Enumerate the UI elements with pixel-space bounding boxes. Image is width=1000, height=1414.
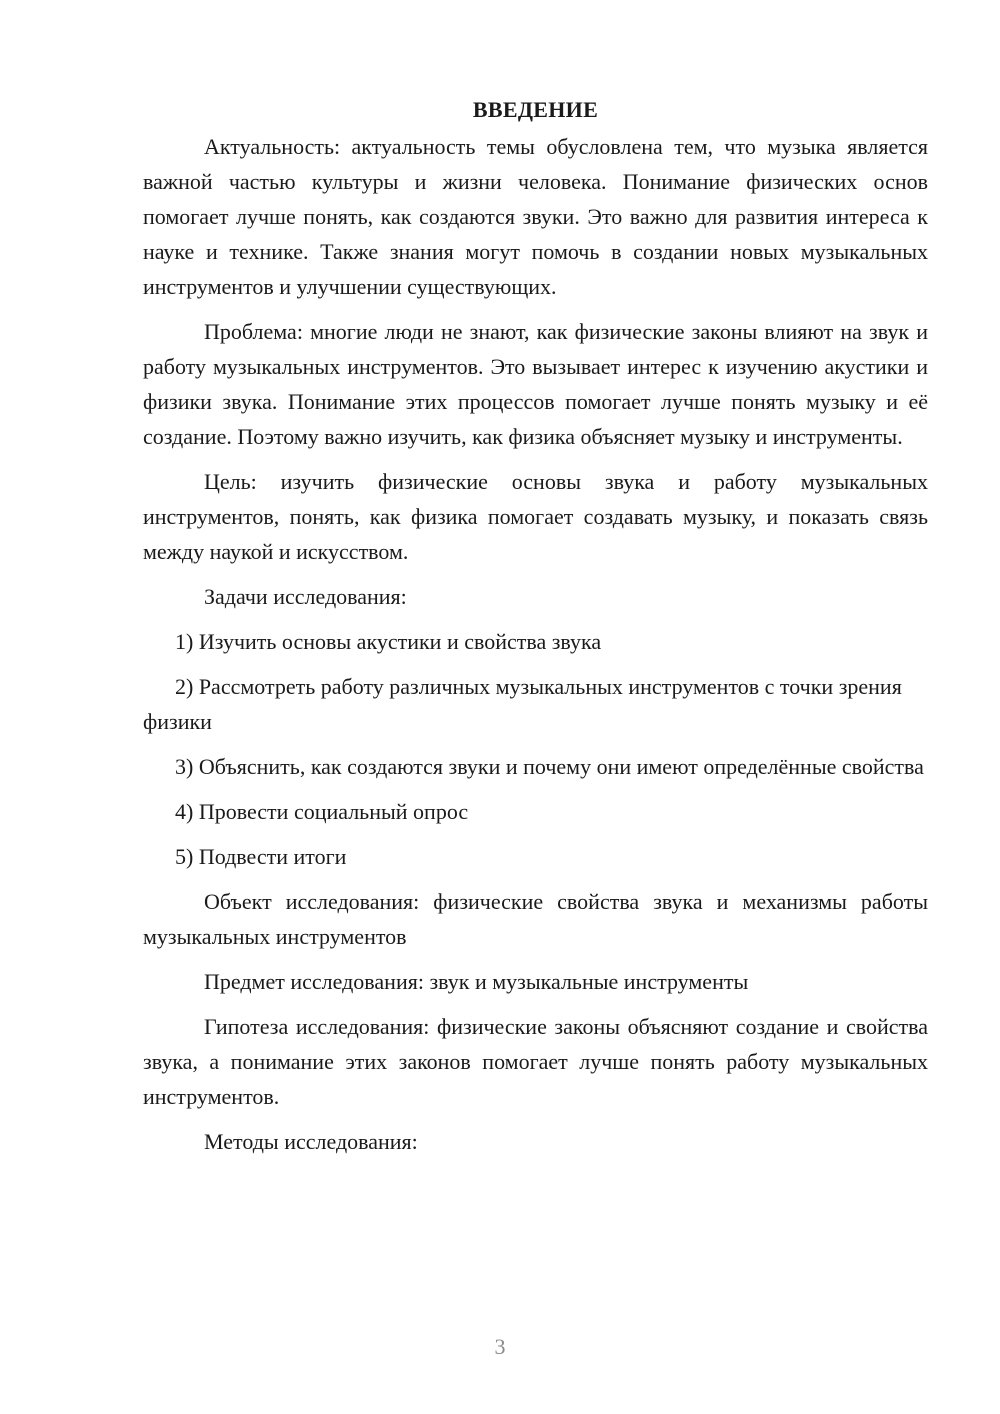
subject-paragraph: Предмет исследования: звук и музыкальные инструменты	[204, 969, 749, 994]
section-title: ВВЕДЕНИЕ	[472, 97, 599, 122]
task-item-4: 4) Провести социальный опрос	[175, 799, 469, 824]
object-paragraph: Объект исследования: физические свойства звука и механизмы работы музыкальных инструментов	[143, 889, 928, 949]
problem-paragraph: Проблема: многие люди не знают, как физические законы влияют на звук и работу музыкальных инструментов. Это вызывает интерес к изучению акустики и физики звука. Понимание этих процессов помогает лучше понять музыку и её создание. Поэтому важно изучить, как физика объясняет музыку и инструменты.	[143, 319, 928, 449]
relevance-paragraph: Актуальность: актуальность темы обусловлена тем, что музыка является важной частью культуры и жизни человека. Понимание физических основ помогает лучше понять, как создаются звуки. Это важно для развития интереса к науке и технике. Также знания могут помочь в создании новых музыкальных инструментов и улучшении существующих.	[143, 134, 928, 299]
tasks-heading: Задачи исследования:	[204, 584, 407, 609]
page-number: 3	[494, 1334, 506, 1359]
hypothesis-paragraph: Гипотеза исследования: физические законы объясняют создание и свойства звука, а понимание этих законов помогает лучше понять работу музыкальных инструментов.	[143, 1014, 928, 1109]
task-item-1: 1) Изучить основы акустики и свойства звука	[175, 629, 602, 654]
task-item-2: 2) Рассмотреть работу различных музыкальных инструментов с точки зрения физики	[143, 674, 902, 734]
task-item-3: 3) Объяснить, как создаются звуки и почему они имеют определённые свойства	[175, 754, 924, 779]
task-item-5: 5) Подвести итоги	[175, 844, 347, 869]
goal-paragraph: Цель: изучить физические основы звука и работу музыкальных инструментов, понять, как физика помогает создавать музыку, и показать связь между наукой и искусством.	[143, 469, 928, 564]
methods-heading: Методы исследования:	[204, 1129, 418, 1154]
page-content	[143, 92, 928, 1169]
